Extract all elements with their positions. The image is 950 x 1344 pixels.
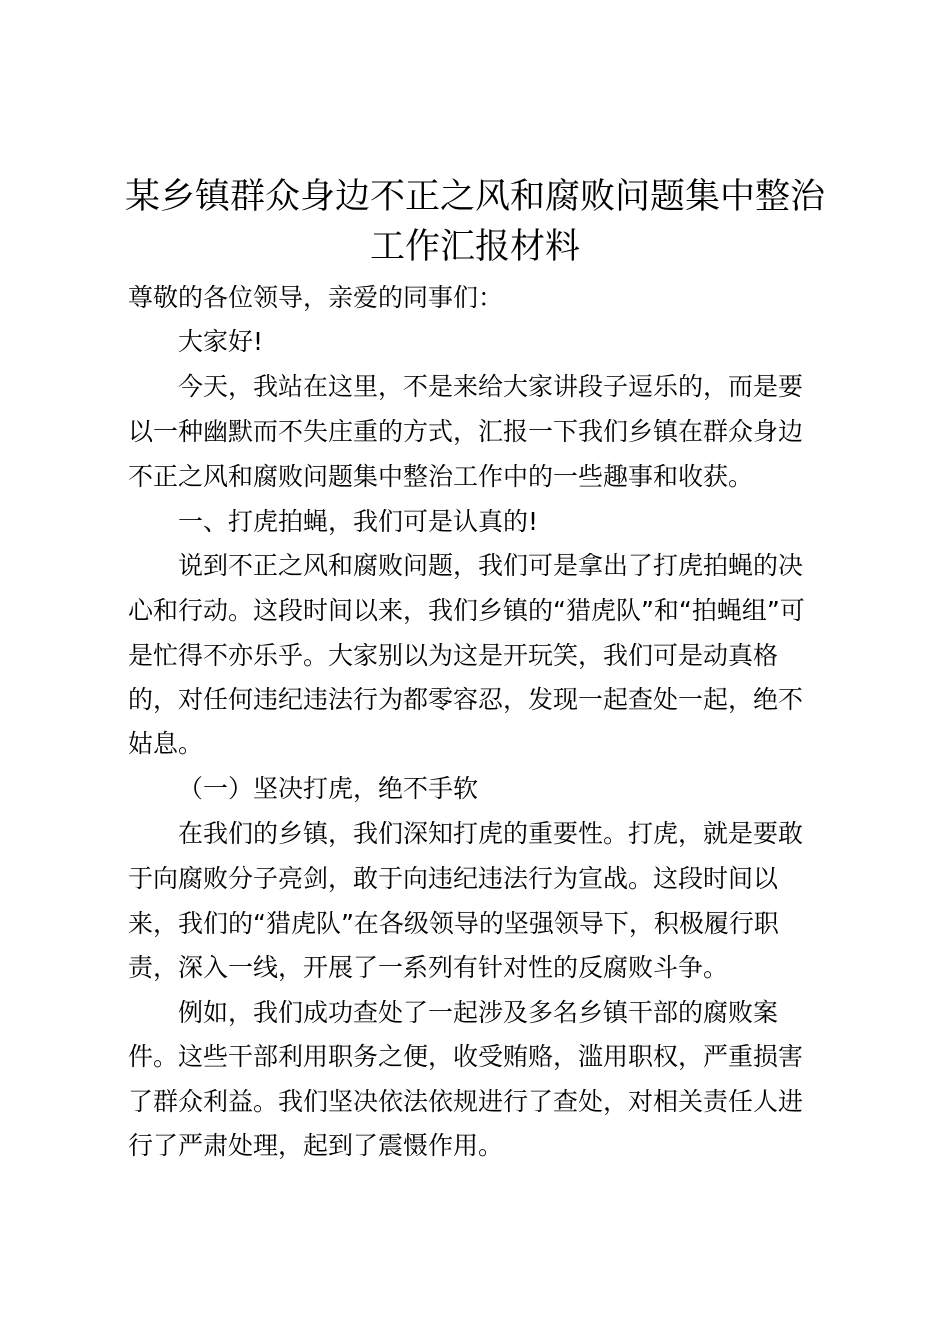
subsection-1-para-2-line: 行了严肃处理，起到了震慑作用。 [128,1131,504,1160]
salutation: 尊敬的各位领导，亲爱的同事们： [128,283,504,312]
subsection-1-para-2-line: 例如，我们成功查处了一起涉及多名乡镇干部的腐败案 [178,998,779,1027]
section-1-line: 心和行动。这段时间以来，我们乡镇的“猎虎队”和“拍蝇组”可 [128,596,805,625]
subsection-1-para-1-line: 在我们的乡镇，我们深知打虎的重要性。打虎，就是要敢 [178,819,804,848]
section-1-heading: 一、打虎拍蝇，我们可是认真的! [178,507,539,536]
subsection-1-para-1-line: 责，深入一线，开展了一系列有针对性的反腐败斗争。 [128,953,729,982]
subsection-1-para-1-line: 来，我们的“猎虎队”在各级领导的坚强领导下，积极履行职 [128,909,779,938]
document-title-line-1: 某乡镇群众身边不正之风和腐败问题集中整治 [124,177,825,217]
section-1-line: 的，对任何违纪违法行为都零容忍，发现一起查处一起，绝不 [128,685,804,714]
document-title-line-2: 工作汇报材料 [369,227,580,267]
section-1-line: 是忙得不亦乐乎。大家别以为这是开玩笑，我们可是动真格 [128,641,779,670]
greeting: 大家好! [178,327,264,356]
subsection-1-para-1-line: 于向腐败分子亮剑，敢于向违纪违法行为宣战。这段时间以 [128,864,779,893]
section-1-line: 姑息。 [128,729,204,758]
subsection-1-para-2-line: 件。这些干部利用职务之便，收受贿赂，滥用职权，严重损害 [128,1042,804,1071]
intro-line: 以一种幽默而不失庄重的方式，汇报一下我们乡镇在群众身边 [128,417,804,446]
intro-line: 今天，我站在这里，不是来给大家讲段子逗乐的，而是要 [178,372,804,401]
subsection-1-heading: （一）坚决打虎，绝不手软 [178,774,479,803]
intro-line: 不正之风和腐败问题集中整治工作中的一些趣事和收获。 [128,462,754,491]
subsection-1-para-2-line: 了群众利益。我们坚决依法依规进行了查处，对相关责任人进 [128,1087,804,1116]
section-1-line: 说到不正之风和腐败问题，我们可是拿出了打虎拍蝇的决 [178,551,804,580]
